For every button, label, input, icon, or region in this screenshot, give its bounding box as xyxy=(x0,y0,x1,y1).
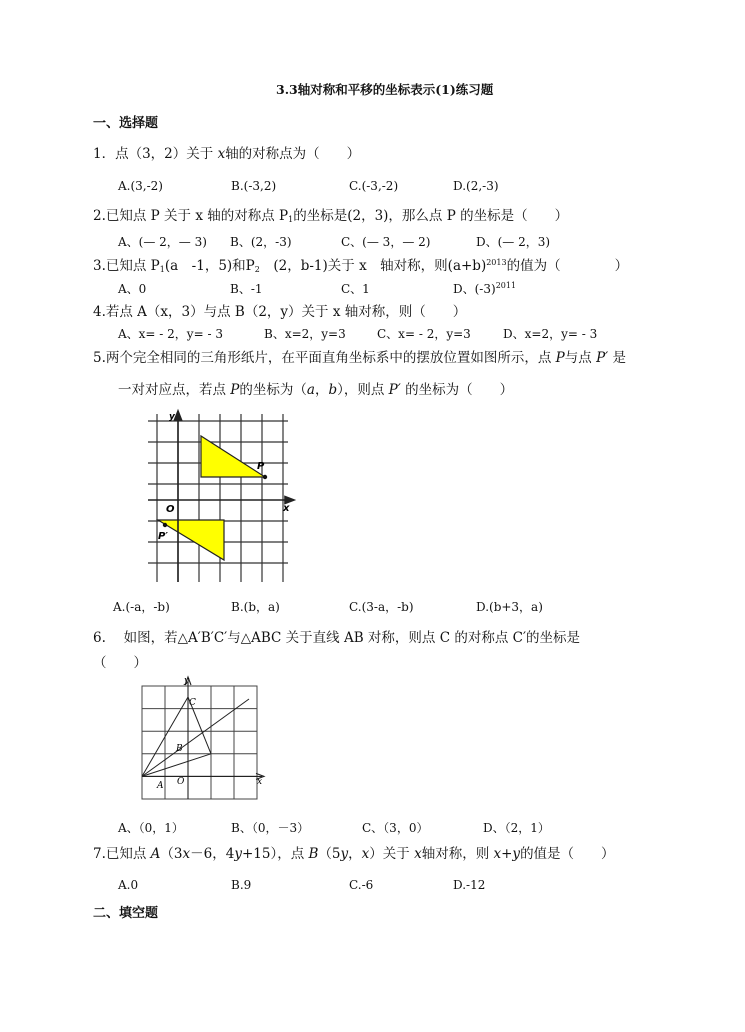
option-c: C.(3-a，-b) xyxy=(349,600,414,614)
option-c: C、x= - 2，y=3 xyxy=(377,327,471,341)
y-axis-label: y xyxy=(169,412,175,422)
question-5-figure xyxy=(128,408,298,588)
y-axis-label: y xyxy=(184,676,190,686)
option-d: D.(2,-3) xyxy=(453,179,499,193)
option-c: C.(-3,-2) xyxy=(349,179,399,193)
c-label: C xyxy=(189,698,196,708)
option-c: C.-6 xyxy=(349,878,374,892)
question-5-line-1: 5.两个完全相同的三角形纸片，在平面直角坐标系中的摆放位置如图所示，点 P与点 P′ 是 xyxy=(93,350,627,366)
question-5-line-2: 一对对应点，若点 P的坐标为（a，b），则点 P′ 的坐标为（ ） xyxy=(118,382,514,398)
p-prime-label: P′ xyxy=(158,531,168,542)
option-b: B.9 xyxy=(231,878,252,892)
p-label: P xyxy=(257,461,265,472)
o-label: O xyxy=(177,777,185,787)
option-d: D、$(-3)^{2011}$ xyxy=(453,281,517,296)
question-6-line-1: 6. 如图，若△A′B′C′与△ABC 关于直线 AB 对称，则点 C 的对称点 C′的坐标是 xyxy=(93,630,581,646)
option-a: A、x= - 2，y= - 3 xyxy=(118,327,223,341)
question-6-line-2: （ ） xyxy=(93,655,147,671)
x-axis-label: x xyxy=(283,503,290,514)
point-p-prime xyxy=(163,523,167,527)
page-title: 3.3轴对称和平移的坐标表示(1)练习题 xyxy=(276,82,494,97)
option-d: D.(b+3，a) xyxy=(476,600,543,614)
option-a: A、(— 2，— 3) xyxy=(118,235,207,249)
point-p xyxy=(263,475,267,479)
b-label: B xyxy=(176,744,183,754)
section-heading-choice: 一、选择题 xyxy=(93,116,159,131)
origin-label: O xyxy=(166,504,175,515)
option-d: D、x=2，y= - 3 xyxy=(503,327,598,341)
option-b: B、x=2，y=3 xyxy=(264,327,346,341)
option-a: A.0 xyxy=(118,878,139,892)
option-b: B、（0，－3） xyxy=(231,821,310,835)
question-1: 1．点（3，2）关于 x轴的对称点为（ ） xyxy=(93,146,361,162)
option-c: C、1 xyxy=(341,282,370,296)
question-7: 7.已知点 A（3x－6，4y+15），点 B（5y，x）关于 x轴对称，则 x+y的值是（ ） xyxy=(93,846,615,862)
question-4: 4.若点 A（x，3）与点 B（2，y）关于 x 轴对称，则（ ） xyxy=(93,304,467,320)
option-b: B.(-3,2) xyxy=(231,179,277,193)
a-label: A xyxy=(157,781,164,791)
option-d: D.-12 xyxy=(453,878,486,892)
option-d: D、（2，1） xyxy=(483,821,550,835)
option-a: A、（0，1） xyxy=(118,821,184,835)
question-6-figure xyxy=(136,674,268,804)
section-heading-fill-blank: 二、填空题 xyxy=(93,906,159,921)
option-d: D、(— 2，3) xyxy=(476,235,551,249)
option-a: A、0 xyxy=(118,282,147,296)
option-b: B.(b，a) xyxy=(231,600,280,614)
option-b: B、-1 xyxy=(230,282,263,296)
option-c: C、(— 3，— 2) xyxy=(341,235,431,249)
option-a: A.(3,-2) xyxy=(118,179,163,193)
x-axis-label: x xyxy=(257,777,263,787)
question-3: 3.已知点 $P_1(a$ -1，5)和$P_2$ (2，b-1)关于 x 轴对称，则$(a+b)^{2013}$的值为（ ） xyxy=(93,258,629,274)
question-2: 2.已知点 P 关于 x 轴的对称点 $P_1$的坐标是(2，3)，那么点 P 的坐标是（ ） xyxy=(93,208,569,224)
option-a: A.(-a，-b) xyxy=(113,600,170,614)
option-c: C、（3，0） xyxy=(362,821,429,835)
option-b: B、(2，-3) xyxy=(230,235,292,249)
